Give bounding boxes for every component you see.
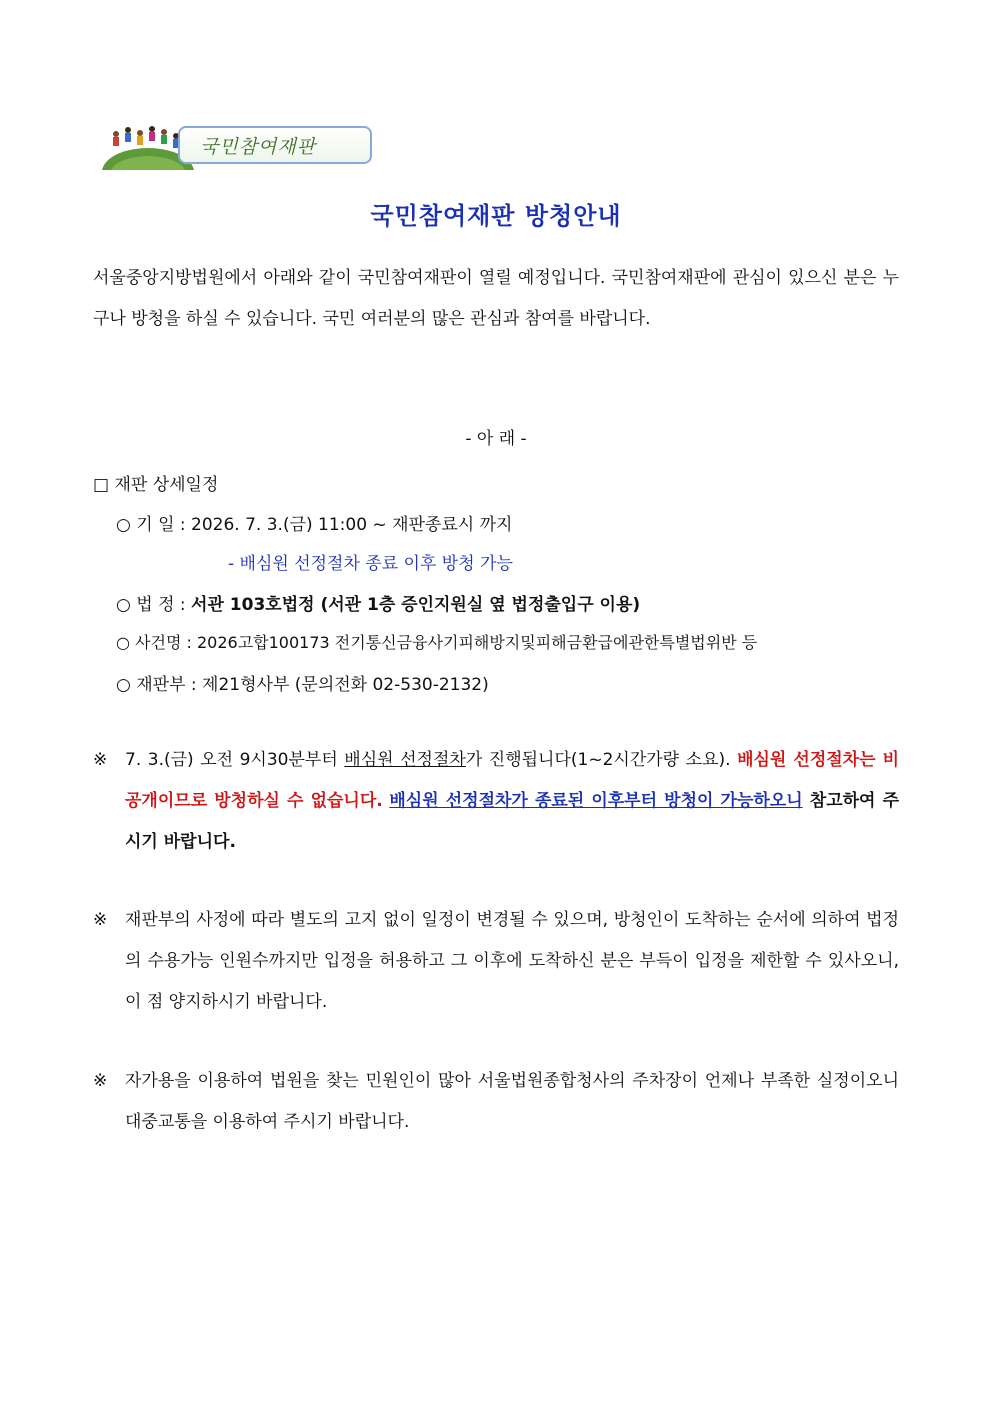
schedule-date-row — [116, 510, 512, 535]
date-value: 2026. 7. 3.(금) 11:00 ~ 재판종료시 까지 — [191, 515, 513, 535]
schedule-court-row — [116, 590, 640, 615]
note1-available: 배심원 선정절차가 종료된 이후부터 방청이 가능하오니 — [389, 791, 803, 811]
logo-text: 국민참여재판 — [200, 136, 317, 158]
participatory-trial-logo — [102, 124, 374, 168]
note1-underlined: 배심원 선정절차 — [344, 750, 466, 770]
case-label: ○ 사건명 : — [116, 633, 192, 652]
note-mark: ※ — [93, 1071, 108, 1091]
page-title: 국민참여재판 방청안내 — [370, 202, 622, 230]
note2-text: 재판부의 사정에 따라 별도의 고지 없이 일정이 변경될 수 있으며, 방청인이 도착하는 순서에 의하여 법정의 수용가능 인원수까지만 입정을 허용하고 그 이후에 도착하신 분은 부득이 입정을 제한할 수 있사오니, 이 점 양지하시기 바랍니다. — [125, 910, 899, 1012]
date-label: ○ 기 일 : — [116, 515, 186, 535]
date-note: - 배심원 선정절차 종료 이후 방청 가능 — [228, 554, 513, 574]
note1-text-a: 7. 3.(금) 오전 9시30분부터 — [125, 750, 345, 770]
case-value: 2026고합100173 전기통신금융사기피해방지및피해금환급에관한특별법위반 등 — [197, 633, 758, 652]
division-value: 제21형사부 (문의전화 02-530-2132) — [202, 675, 489, 695]
division-label: ○ 재판부 : — [116, 675, 197, 695]
note1-text-c: 가 진행됩니다(1~2시간가량 소요). — [465, 750, 738, 770]
note1-closing: 참고하여 주시기 바랍니다. — [125, 791, 900, 852]
court-label: ○ 법 정 : — [116, 595, 186, 615]
note-mark: ※ — [93, 910, 108, 930]
note-mark: ※ — [93, 750, 108, 770]
note-schedule-change — [93, 900, 899, 1023]
note-parking — [93, 1061, 899, 1143]
court-value: 서관 103호법정 (서관 1층 증인지원실 옆 법정출입구 이용) — [191, 595, 641, 615]
note1-warning: 배심원 선정절차는 비공개이므로 방청하실 수 없습니다. — [125, 750, 900, 811]
schedule-case-row — [116, 630, 757, 653]
note3-text: 자가용을 이용하여 법원을 찾는 민원인이 많아 서울법원종합청사의 주차장이 언제나 부족한 실정이오니 대중교통을 이용하여 주시기 바랍니다. — [125, 1071, 899, 1132]
schedule-division-row — [116, 670, 489, 695]
intro-paragraph: 서울중앙지방법원에서 아래와 같이 국민참여재판이 열릴 예정입니다. 국민참여재판에 관심이 있으신 분은 누구나 방청을 하실 수 있습니다. 국민 여러분의 많은 관심과 참여를 바랍니다. — [93, 268, 899, 329]
below-heading: - 아 래 - — [465, 429, 527, 449]
note-jury-selection — [93, 740, 899, 863]
schedule-heading: □ 재판 상세일정 — [93, 475, 219, 495]
